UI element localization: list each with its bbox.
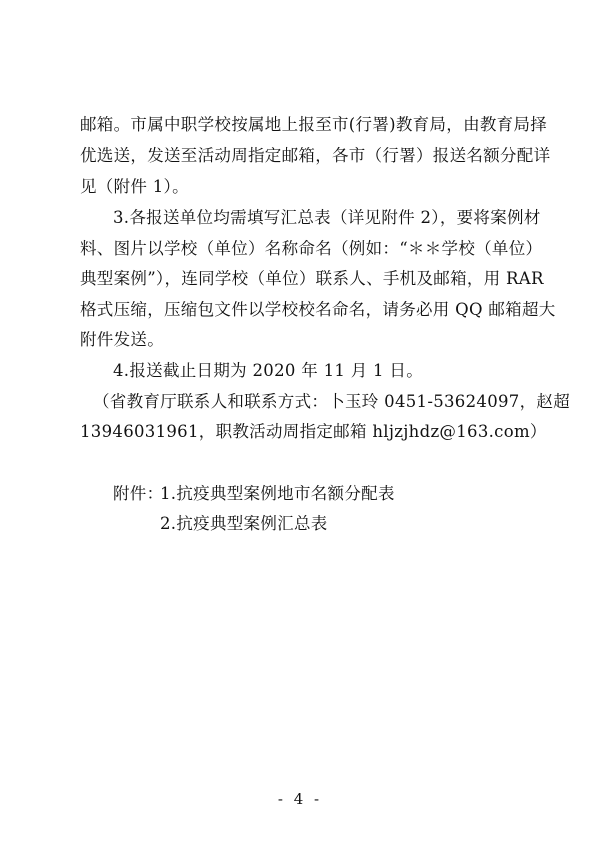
item3-line: 3.各报送单位均需填写汇总表（详见附件 2），要将案例材 — [113, 208, 541, 227]
attachments-label: 附件： — [113, 484, 164, 503]
contact-line: （省教育厅联系人和联系方式：卜玉玲 0451-53624097，赵超 — [93, 392, 570, 411]
item3-line: 料、图片以学校（单位）名称命名（例如：“＊＊学校（单位） — [80, 239, 543, 258]
contact-line: 13946031961，职教活动周指定邮箱 hljzjhdz@163.com） — [80, 422, 547, 441]
paragraph-line: 优选送，发送至活动周指定邮箱，各市（行署）报送名额分配详 — [80, 146, 551, 165]
paragraph-line: 见（附件 1）。 — [80, 177, 189, 196]
item3-line: 格式压缩，压缩包文件以学校校名命名，请务必用 QQ 邮箱超大 — [80, 300, 556, 319]
item3-line: 附件发送。 — [80, 330, 164, 349]
paragraph-line: 邮箱。市属中职学校按属地上报至市(行署)教育局，由教育局择 — [80, 115, 548, 134]
attachment-item: 2.抗疫典型案例汇总表 — [160, 514, 328, 533]
attachment-item: 1.抗疫典型案例地市名额分配表 — [160, 484, 395, 503]
page-number: - 4 - — [277, 790, 323, 808]
item4-line: 4.报送截止日期为 2020 年 11 月 1 日。 — [113, 361, 423, 380]
item3-line: 典型案例”），连同学校（单位）联系人、手机及邮箱，用 RAR — [80, 269, 544, 288]
